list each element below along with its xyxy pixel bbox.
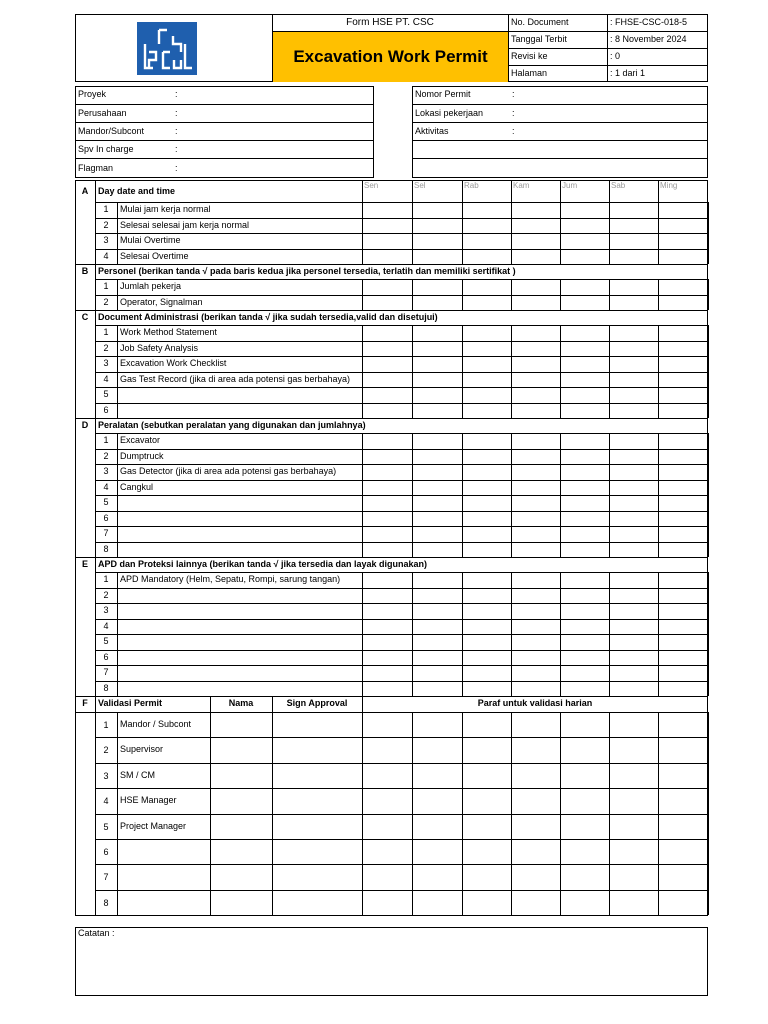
grid-line: [708, 665, 709, 681]
section-title: Document Administrasi (berikan tanda √ jika sudah tersedia,valid dan disetujui): [98, 312, 438, 322]
grid-line: [708, 681, 709, 697]
item-label: Mulai jam kerja normal: [120, 204, 211, 214]
form-title: Form HSE PT. CSC: [346, 17, 434, 28]
grid-line: [708, 433, 709, 449]
grid-line: [708, 839, 709, 864]
table-border: [75, 180, 708, 916]
day-label: Rab: [464, 181, 479, 190]
row-number: 3: [103, 770, 109, 781]
row-number: 6: [103, 404, 109, 415]
project-sep: :: [175, 89, 178, 99]
row-number: 3: [103, 358, 109, 368]
grid-line: [708, 279, 709, 295]
issue-date-value: : 8 November 2024: [610, 34, 687, 44]
page-value: : 1 dari 1: [610, 68, 646, 78]
row-number: 1: [103, 204, 109, 214]
section-title: APD dan Proteksi lainnya (berikan tanda √ jika tersedia dan layak digunakan): [98, 559, 428, 569]
section-letter: C: [81, 312, 89, 322]
grid-line: [708, 814, 709, 839]
row-number: 4: [103, 373, 109, 384]
company-sep: :: [175, 108, 178, 118]
header-divider: [508, 48, 708, 49]
row-number: 2: [103, 745, 109, 756]
company-label: Perusahaan: [78, 108, 127, 118]
project-label: Proyek: [78, 89, 107, 99]
row-number: 6: [103, 651, 109, 662]
row-number: 4: [103, 796, 109, 807]
validator-label: Project Manager: [120, 820, 187, 831]
grid-line: [708, 218, 709, 234]
doc-number-value: : FHSE-CSC-018-5: [610, 17, 688, 27]
page-label: Halaman: [511, 68, 548, 78]
row-number: 8: [103, 682, 109, 693]
location-sep: :: [512, 108, 515, 118]
day-label: Ming: [660, 181, 678, 190]
grid-line: [708, 341, 709, 357]
grid-line: [708, 788, 709, 813]
flagman-sep: :: [175, 163, 178, 173]
row-number: 3: [103, 235, 109, 245]
row-number: 7: [103, 872, 109, 883]
grid-line: [708, 464, 709, 480]
grid-line: [708, 588, 709, 604]
section-title: Validasi Permit: [98, 698, 163, 708]
row-number: 7: [103, 667, 109, 677]
location-label: Lokasi pekerjaan: [415, 108, 484, 118]
grid-line: [708, 712, 709, 737]
permit-title: Excavation Work Permit: [273, 32, 508, 82]
section-letter: F: [82, 698, 88, 708]
row-number: 6: [103, 847, 109, 857]
spv-sep: :: [175, 144, 178, 154]
revision-value: : 0: [610, 51, 621, 61]
row-number: 2: [103, 219, 109, 230]
item-label: Work Method Statement: [120, 327, 217, 337]
grid-line: [708, 249, 709, 265]
validator-label: HSE Manager: [120, 795, 177, 806]
notes-label: Catatan :: [78, 928, 115, 938]
section-letter: A: [81, 185, 89, 196]
row-number: 8: [103, 897, 109, 908]
row-number: 2: [103, 296, 109, 307]
grid-line: [708, 572, 709, 588]
permit-number-label: Nomor Permit: [415, 89, 471, 99]
section-title: Peralatan (sebutkan peralatan yang digunakan dan jumlahnya): [98, 420, 366, 430]
item-label: Jumlah pekerja: [120, 281, 182, 291]
item-label: Mulai Overtime: [120, 235, 181, 245]
grid-line: [708, 202, 709, 218]
row-number: 5: [103, 821, 109, 832]
row-number: 1: [103, 327, 109, 337]
row-number: 3: [103, 605, 109, 615]
grid-line: [708, 403, 709, 419]
grid-line: [708, 619, 709, 635]
item-label: Operator, Signalman: [120, 296, 203, 307]
column-header-nama: Nama: [228, 698, 254, 708]
item-label: Cangkul: [120, 481, 154, 492]
grid-line: [708, 511, 709, 527]
item-label: Dumptruck: [120, 450, 164, 461]
row-number: 5: [103, 389, 109, 399]
item-label: Selesai selesai jam kerja normal: [120, 219, 250, 230]
grid-line: [708, 495, 709, 511]
item-label: Excavation Work Checklist: [120, 358, 227, 368]
row-number: 6: [103, 512, 109, 523]
row-number: 2: [103, 342, 109, 353]
section-title: Day date and time: [98, 185, 176, 196]
grid-line: [708, 526, 709, 542]
item-label: Gas Test Record (jika di area ada potensi gas berbahaya): [120, 373, 350, 384]
grid-line: [708, 864, 709, 889]
row-number: 1: [103, 574, 109, 584]
grid-line: [708, 542, 709, 558]
section-letter: D: [81, 420, 89, 430]
row-number: 4: [103, 620, 109, 631]
row-number: 5: [103, 497, 109, 507]
row-number: 1: [103, 435, 109, 445]
grid-line: [708, 890, 709, 915]
issue-date-label: Tanggal Terbit: [511, 34, 567, 44]
row-number: 4: [103, 481, 109, 492]
grid-line: [708, 480, 709, 496]
grid-line: [708, 650, 709, 666]
row-number: 2: [103, 450, 109, 461]
item-label: Gas Detector (jika di area ada potensi gas berbahaya): [120, 466, 337, 476]
grid-line: [708, 634, 709, 650]
grid-line: [708, 325, 709, 341]
validator-label: Mandor / Subcont: [120, 719, 192, 729]
validator-label: Supervisor: [120, 744, 164, 755]
validator-label: SM / CM: [120, 769, 155, 780]
row-number: 7: [103, 528, 109, 538]
grid-line: [708, 603, 709, 619]
row-number: 1: [103, 281, 109, 291]
day-label: Kam: [513, 181, 530, 190]
grid-line: [708, 763, 709, 788]
row-number: 1: [103, 720, 109, 730]
activity-sep: :: [512, 126, 515, 136]
item-label: Job Safety Analysis: [120, 342, 199, 353]
grid-line: [708, 233, 709, 249]
row-number: 8: [103, 543, 109, 554]
revision-label: Revisi ke: [511, 51, 548, 61]
item-label: APD Mandatory (Helm, Sepatu, Rompi, sarung tangan): [120, 574, 341, 584]
permit-number-sep: :: [512, 89, 515, 99]
day-label: Sel: [414, 181, 426, 190]
header-divider: [508, 65, 708, 66]
item-label: Selesai Overtime: [120, 250, 189, 261]
grid-line: [708, 387, 709, 403]
foreman-label: Mandor/Subcont: [78, 126, 145, 136]
section-letter: E: [81, 559, 88, 569]
column-header-paraf: Paraf untuk validasi harian: [477, 698, 593, 708]
grid-line: [708, 737, 709, 762]
notes-box: [75, 927, 708, 996]
item-label: Excavator: [120, 435, 161, 445]
grid-line: [708, 449, 709, 465]
header-divider: [508, 31, 708, 32]
row-number: 4: [103, 250, 109, 261]
row-number: 5: [103, 636, 109, 646]
section-title: Personel (berikan tanda √ pada baris kedua jika personel tersedia, terlatih dan memiliki sertifikat ): [98, 266, 516, 276]
cscec-logo: [137, 22, 197, 75]
day-label: Jum: [562, 181, 578, 190]
column-header-sign: Sign Approval: [286, 698, 348, 708]
doc-number-label: No. Document: [511, 17, 569, 27]
grid-line: [708, 356, 709, 372]
grid-line: [708, 372, 709, 388]
spv-label: Spv In charge: [78, 144, 134, 154]
day-label: Sab: [611, 181, 626, 190]
day-label: Sen: [364, 181, 379, 190]
activity-label: Aktivitas: [415, 126, 449, 136]
section-letter: B: [81, 266, 89, 276]
row-number: 3: [103, 466, 109, 476]
grid-line: [708, 295, 709, 311]
row-number: 2: [103, 589, 109, 600]
flagman-label: Flagman: [78, 163, 114, 173]
foreman-sep: :: [175, 126, 178, 136]
